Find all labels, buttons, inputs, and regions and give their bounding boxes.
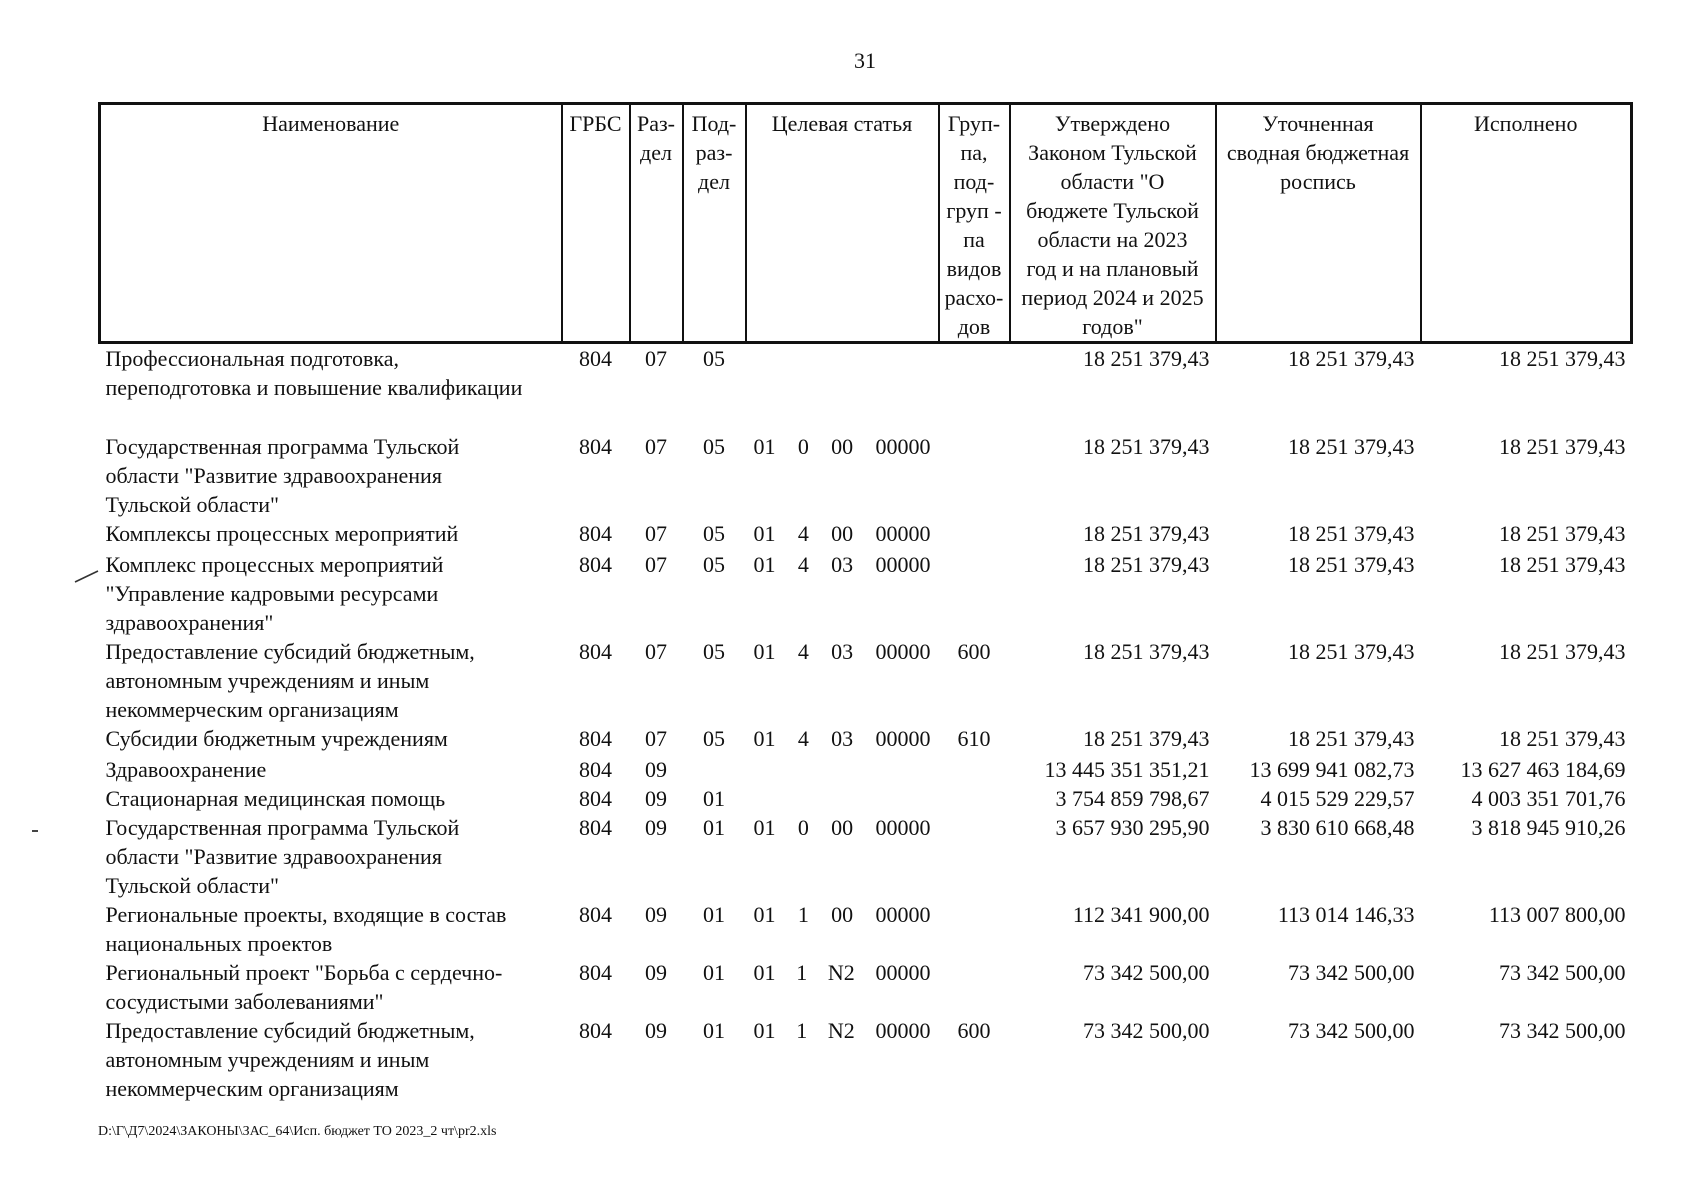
header-group: Груп- па, под- груп - па видов расхо- дов xyxy=(939,104,1010,343)
row-executed: 18 251 379,43 xyxy=(1499,520,1626,546)
row-podrazdel: 05 xyxy=(703,725,725,751)
row-target xyxy=(746,900,939,958)
row-target-t3: 03 xyxy=(831,551,854,577)
row-group xyxy=(939,958,1010,1016)
row-target-t1: 01 xyxy=(753,433,776,459)
row-group xyxy=(939,519,1010,550)
row-target xyxy=(746,637,939,724)
row-group: 600 xyxy=(957,638,991,664)
row-revised: 3 830 610 668,48 xyxy=(1260,814,1415,840)
row-target-t4: 00000 xyxy=(875,814,931,840)
row-target-t2: 1 xyxy=(796,1017,808,1043)
row-razdel: 09 xyxy=(645,1017,667,1043)
row-executed: 18 251 379,43 xyxy=(1499,346,1626,371)
row-name: Предоставление субсидий бюджетным, автономным учреждениям и иным некоммерческим организациям xyxy=(105,638,475,722)
row-executed: 73 342 500,00 xyxy=(1499,959,1626,985)
row-target-t4: 00000 xyxy=(875,1017,931,1043)
row-target-t2: 4 xyxy=(797,551,809,577)
row-name: Стационарная медицинская помощь xyxy=(105,785,446,811)
row-approved: 18 251 379,43 xyxy=(1083,725,1210,751)
row-name: Комплексы процессных мероприятий xyxy=(105,520,459,546)
row-name: Комплекс процессных мероприятий "Управление кадровыми ресурсами здравоохранения" xyxy=(105,551,444,635)
row-target-t1: 01 xyxy=(753,814,776,840)
row-razdel: 07 xyxy=(645,551,667,577)
row-podrazdel: 05 xyxy=(703,551,725,577)
row-podrazdel xyxy=(683,755,746,784)
row-revised: 13 699 941 082,73 xyxy=(1249,756,1415,782)
row-revised: 73 342 500,00 xyxy=(1288,1017,1415,1043)
header-executed: Исполнено xyxy=(1421,104,1632,343)
row-executed: 13 627 463 184,69 xyxy=(1460,756,1626,782)
row-approved: 18 251 379,43 xyxy=(1083,520,1210,546)
row-target xyxy=(746,724,939,755)
table-row xyxy=(100,813,1632,900)
table-row xyxy=(100,1016,1632,1103)
row-target-t4: 00000 xyxy=(875,901,931,927)
row-podrazdel: 05 xyxy=(703,638,725,664)
row-target-t2: 4 xyxy=(797,520,809,546)
row-name: Региональные проекты, входящие в состав национальных проектов xyxy=(105,901,507,956)
row-podrazdel: 01 xyxy=(703,785,725,811)
row-target-t3: 00 xyxy=(831,520,854,546)
row-name: Государственная программа Тульской области "Развитие здравоохранения Тульской области" xyxy=(105,433,460,517)
table-row xyxy=(100,637,1632,724)
row-razdel: 09 xyxy=(645,814,667,840)
row-razdel: 07 xyxy=(645,638,667,664)
row-podrazdel: 01 xyxy=(703,901,725,927)
row-group xyxy=(939,813,1010,900)
row-approved: 18 251 379,43 xyxy=(1083,433,1210,459)
row-approved: 3 657 930 295,90 xyxy=(1055,814,1210,840)
row-executed: 18 251 379,43 xyxy=(1499,433,1626,459)
row-target-t3: N2 xyxy=(827,1017,855,1043)
row-target-t1: 01 xyxy=(753,551,776,577)
table-row xyxy=(100,519,1632,550)
table-row xyxy=(100,900,1632,958)
row-revised: 18 251 379,43 xyxy=(1288,551,1415,577)
row-target xyxy=(746,813,939,900)
header-grbs: ГРБС xyxy=(562,104,630,343)
row-target xyxy=(746,519,939,550)
row-target-t1: 01 xyxy=(753,638,776,664)
row-revised: 4 015 529 229,57 xyxy=(1260,785,1415,811)
row-target-t4: 00000 xyxy=(875,959,931,985)
row-approved: 73 342 500,00 xyxy=(1083,1017,1210,1043)
row-target-t4: 00000 xyxy=(875,520,931,546)
row-name: Здравоохранение xyxy=(105,756,267,782)
row-group: 600 xyxy=(957,1017,991,1043)
row-grbs: 804 xyxy=(579,638,612,664)
row-grbs: 804 xyxy=(579,725,612,751)
row-revised: 18 251 379,43 xyxy=(1288,638,1415,664)
row-target-t4: 00000 xyxy=(875,638,931,664)
header-approved: Утверждено Законом Тульской области "О бюджете Тульской области на 2023 год и на плановый период 2024 и 2025 годов" xyxy=(1010,104,1216,343)
row-target xyxy=(746,755,939,784)
row-executed: 18 251 379,43 xyxy=(1499,725,1626,751)
row-group xyxy=(939,900,1010,958)
row-grbs: 804 xyxy=(579,433,612,459)
row-target xyxy=(746,1016,939,1103)
row-revised: 18 251 379,43 xyxy=(1288,346,1415,371)
row-podrazdel: 01 xyxy=(703,814,725,840)
row-grbs: 804 xyxy=(579,901,612,927)
row-podrazdel: 05 xyxy=(703,346,725,371)
row-target xyxy=(746,550,939,637)
row-approved: 18 251 379,43 xyxy=(1083,638,1210,664)
row-approved: 73 342 500,00 xyxy=(1083,959,1210,985)
row-revised: 18 251 379,43 xyxy=(1288,520,1415,546)
table-row xyxy=(100,784,1632,813)
header-razdel: Раз- дел xyxy=(630,104,683,343)
row-target xyxy=(746,784,939,813)
row-target-t2: 1 xyxy=(797,901,809,927)
row-group xyxy=(939,784,1010,813)
row-target-t3: 00 xyxy=(831,433,854,459)
row-executed: 3 818 945 910,26 xyxy=(1471,814,1626,840)
row-grbs: 804 xyxy=(579,756,612,782)
row-razdel: 07 xyxy=(645,725,667,751)
row-grbs: 804 xyxy=(579,959,612,985)
row-executed: 113 007 800,00 xyxy=(1488,901,1626,927)
row-podrazdel: 05 xyxy=(703,433,725,459)
row-razdel: 09 xyxy=(645,901,667,927)
row-razdel: 09 xyxy=(645,756,667,782)
row-target-t3: 03 xyxy=(831,638,854,664)
row-approved: 3 754 859 798,67 xyxy=(1055,785,1210,811)
dot-mark xyxy=(30,828,42,834)
budget-table xyxy=(98,102,1633,1103)
row-razdel: 07 xyxy=(645,520,667,546)
row-approved: 112 341 900,00 xyxy=(1072,901,1210,927)
row-target-t1: 01 xyxy=(753,725,776,751)
row-target-t2: 1 xyxy=(796,959,808,985)
row-approved: 13 445 351 351,21 xyxy=(1044,756,1210,782)
row-target-t4: 00000 xyxy=(875,551,931,577)
header-target: Целевая статья xyxy=(746,104,939,343)
row-target-t4: 00000 xyxy=(875,433,931,459)
header-name: Наименование xyxy=(100,104,562,343)
file-path-footer: D:\Г\Д7\2024\ЗАКОНЫ\ЗАС_64\Исп. бюджет ТО 2023_2 чт\pr2.xls xyxy=(98,1124,497,1139)
row-name: Региональный проект "Борьба с сердечно- сосудистыми заболеваниями" xyxy=(105,959,503,1014)
row-target-t2: 0 xyxy=(797,814,809,840)
row-target-t3: 00 xyxy=(831,901,854,927)
row-name: Профессиональная подготовка, переподготовка и повышение квалификации xyxy=(105,346,523,400)
row-group xyxy=(939,755,1010,784)
row-name: Предоставление субсидий бюджетным, автономным учреждениям и иным некоммерческим организациям xyxy=(105,1017,475,1101)
row-grbs: 804 xyxy=(579,520,612,546)
row-grbs: 804 xyxy=(579,1017,612,1043)
row-revised: 18 251 379,43 xyxy=(1288,433,1415,459)
table-row xyxy=(100,958,1632,1016)
row-target-t1: 01 xyxy=(753,520,776,546)
table-row xyxy=(100,343,1632,432)
row-razdel: 07 xyxy=(645,346,667,371)
row-grbs: 804 xyxy=(579,814,612,840)
header-revised: Уточненная сводная бюджетная роспись xyxy=(1216,104,1421,343)
row-name: Государственная программа Тульской области "Развитие здравоохранения Тульской области" xyxy=(105,814,460,898)
row-executed: 18 251 379,43 xyxy=(1499,638,1626,664)
header-podrazdel: Под- раз- дел xyxy=(683,104,746,343)
row-revised: 18 251 379,43 xyxy=(1288,725,1415,751)
row-target-t1: 01 xyxy=(753,1017,776,1043)
row-target-t2: 4 xyxy=(797,638,809,664)
row-target-t1: 01 xyxy=(753,959,776,985)
row-revised: 73 342 500,00 xyxy=(1288,959,1415,985)
row-grbs: 804 xyxy=(579,346,612,371)
row-revised: 113 014 146,33 xyxy=(1277,901,1415,927)
row-grbs: 804 xyxy=(579,551,612,577)
row-grbs: 804 xyxy=(579,785,612,811)
row-razdel: 09 xyxy=(645,785,667,811)
row-target xyxy=(746,343,939,432)
row-target-t3: N2 xyxy=(827,959,855,985)
row-approved: 18 251 379,43 xyxy=(1083,346,1210,371)
row-target-t1: 01 xyxy=(753,901,776,927)
row-executed: 18 251 379,43 xyxy=(1499,551,1626,577)
row-razdel: 09 xyxy=(645,959,667,985)
row-podrazdel: 05 xyxy=(703,520,725,546)
row-group xyxy=(939,343,1010,432)
page-number: 31 xyxy=(854,48,876,73)
row-razdel: 07 xyxy=(645,433,667,459)
table-header xyxy=(100,104,1632,343)
row-executed: 4 003 351 701,76 xyxy=(1471,785,1626,811)
row-target xyxy=(746,432,939,519)
row-target-t4: 00000 xyxy=(875,725,931,751)
row-name: Субсидии бюджетным учреждениям xyxy=(105,725,448,751)
table-row xyxy=(100,724,1632,755)
row-target xyxy=(746,958,939,1016)
table-row xyxy=(100,755,1632,784)
row-group xyxy=(939,432,1010,519)
row-target-t3: 03 xyxy=(831,725,854,751)
row-executed: 73 342 500,00 xyxy=(1499,1017,1626,1043)
row-target-t2: 0 xyxy=(797,433,809,459)
row-podrazdel: 01 xyxy=(703,1017,725,1043)
row-group: 610 xyxy=(957,725,991,751)
row-target-t2: 4 xyxy=(797,725,809,751)
row-podrazdel: 01 xyxy=(703,959,725,985)
table-row xyxy=(100,550,1632,637)
row-approved: 18 251 379,43 xyxy=(1083,551,1210,577)
row-group xyxy=(939,550,1010,637)
row-target-t3: 00 xyxy=(831,814,854,840)
table-row xyxy=(100,432,1632,519)
